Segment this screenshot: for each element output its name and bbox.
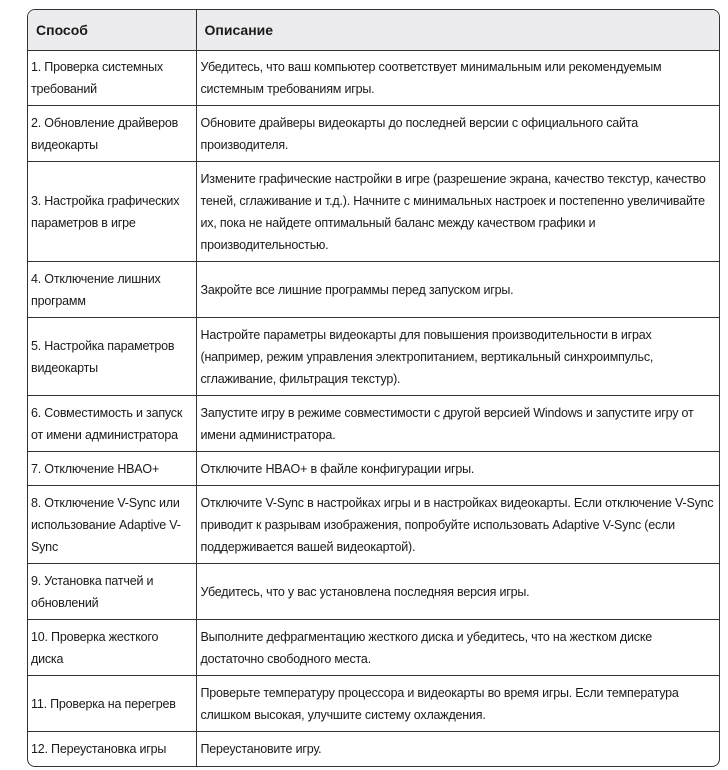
table-row: [28, 396, 719, 452]
method-cell: 9. Установка патчей и обновлений: [28, 564, 196, 620]
header-method: Способ: [28, 10, 196, 51]
table-row: [28, 262, 719, 318]
table-row: [28, 318, 719, 396]
description-cell: Переустановите игру.: [196, 732, 719, 766]
description-cell: Обновите драйверы видеокарты до последней версии с официального сайта производителя.: [196, 106, 719, 162]
method-cell: 8. Отключение V-Sync или использование Adaptive V-Sync: [28, 486, 196, 564]
table-row: [28, 564, 719, 620]
header-description: Описание: [196, 10, 719, 51]
table-row: [28, 486, 719, 564]
method-cell: 4. Отключение лишних программ: [28, 262, 196, 318]
method-cell: 11. Проверка на перегрев: [28, 676, 196, 732]
method-cell: 7. Отключение HBAO+: [28, 452, 196, 486]
description-cell: Убедитесь, что ваш компьютер соответствует минимальным или рекомендуемым системным требованиям игры.: [196, 51, 719, 106]
description-cell: Закройте все лишние программы перед запуском игры.: [196, 262, 719, 318]
methods-table: [28, 10, 719, 766]
description-cell: Выполните дефрагментацию жесткого диска и убедитесь, что на жестком диске достаточно свободного места.: [196, 620, 719, 676]
description-cell: Запустите игру в режиме совместимости с другой версией Windows и запустите игру от имени администратора.: [196, 396, 719, 452]
method-cell: 3. Настройка графических параметров в игре: [28, 162, 196, 262]
table-row: [28, 106, 719, 162]
method-cell: 1. Проверка системных требований: [28, 51, 196, 106]
method-cell: 12. Переустановка игры: [28, 732, 196, 766]
description-cell: Отключите HBAO+ в файле конфигурации игры.: [196, 452, 719, 486]
table-row: [28, 51, 719, 106]
table-row: [28, 732, 719, 766]
table-row: [28, 676, 719, 732]
methods-table-container: [27, 9, 720, 767]
description-cell: Настройте параметры видеокарты для повышения производительности в играх (например, режим управления электропитанием, вертикальный синхроимпульс, сглаживание, фильтрация текстур).: [196, 318, 719, 396]
table-row: [28, 620, 719, 676]
method-cell: 6. Совместимость и запуск от имени администратора: [28, 396, 196, 452]
description-cell: Убедитесь, что у вас установлена последняя версия игры.: [196, 564, 719, 620]
table-header-row: [28, 10, 719, 51]
method-cell: 2. Обновление драйверов видеокарты: [28, 106, 196, 162]
description-cell: Проверьте температуру процессора и видеокарты во время игры. Если температура слишком высокая, улучшите систему охлаждения.: [196, 676, 719, 732]
description-cell: Отключите V-Sync в настройках игры и в настройках видеокарты. Если отключение V-Sync приводит к разрывам изображения, попробуйте использовать Adaptive V-Sync (если поддерживается вашей видеокартой).: [196, 486, 719, 564]
method-cell: 5. Настройка параметров видеокарты: [28, 318, 196, 396]
description-cell: Измените графические настройки в игре (разрешение экрана, качество текстур, качество теней, сглаживание и т.д.). Начните с минимальных настроек и постепенно увеличивайте их, пока не найдете оптимальный баланс между качеством графики и производительностью.: [196, 162, 719, 262]
table-row: [28, 162, 719, 262]
table-row: [28, 452, 719, 486]
method-cell: 10. Проверка жесткого диска: [28, 620, 196, 676]
